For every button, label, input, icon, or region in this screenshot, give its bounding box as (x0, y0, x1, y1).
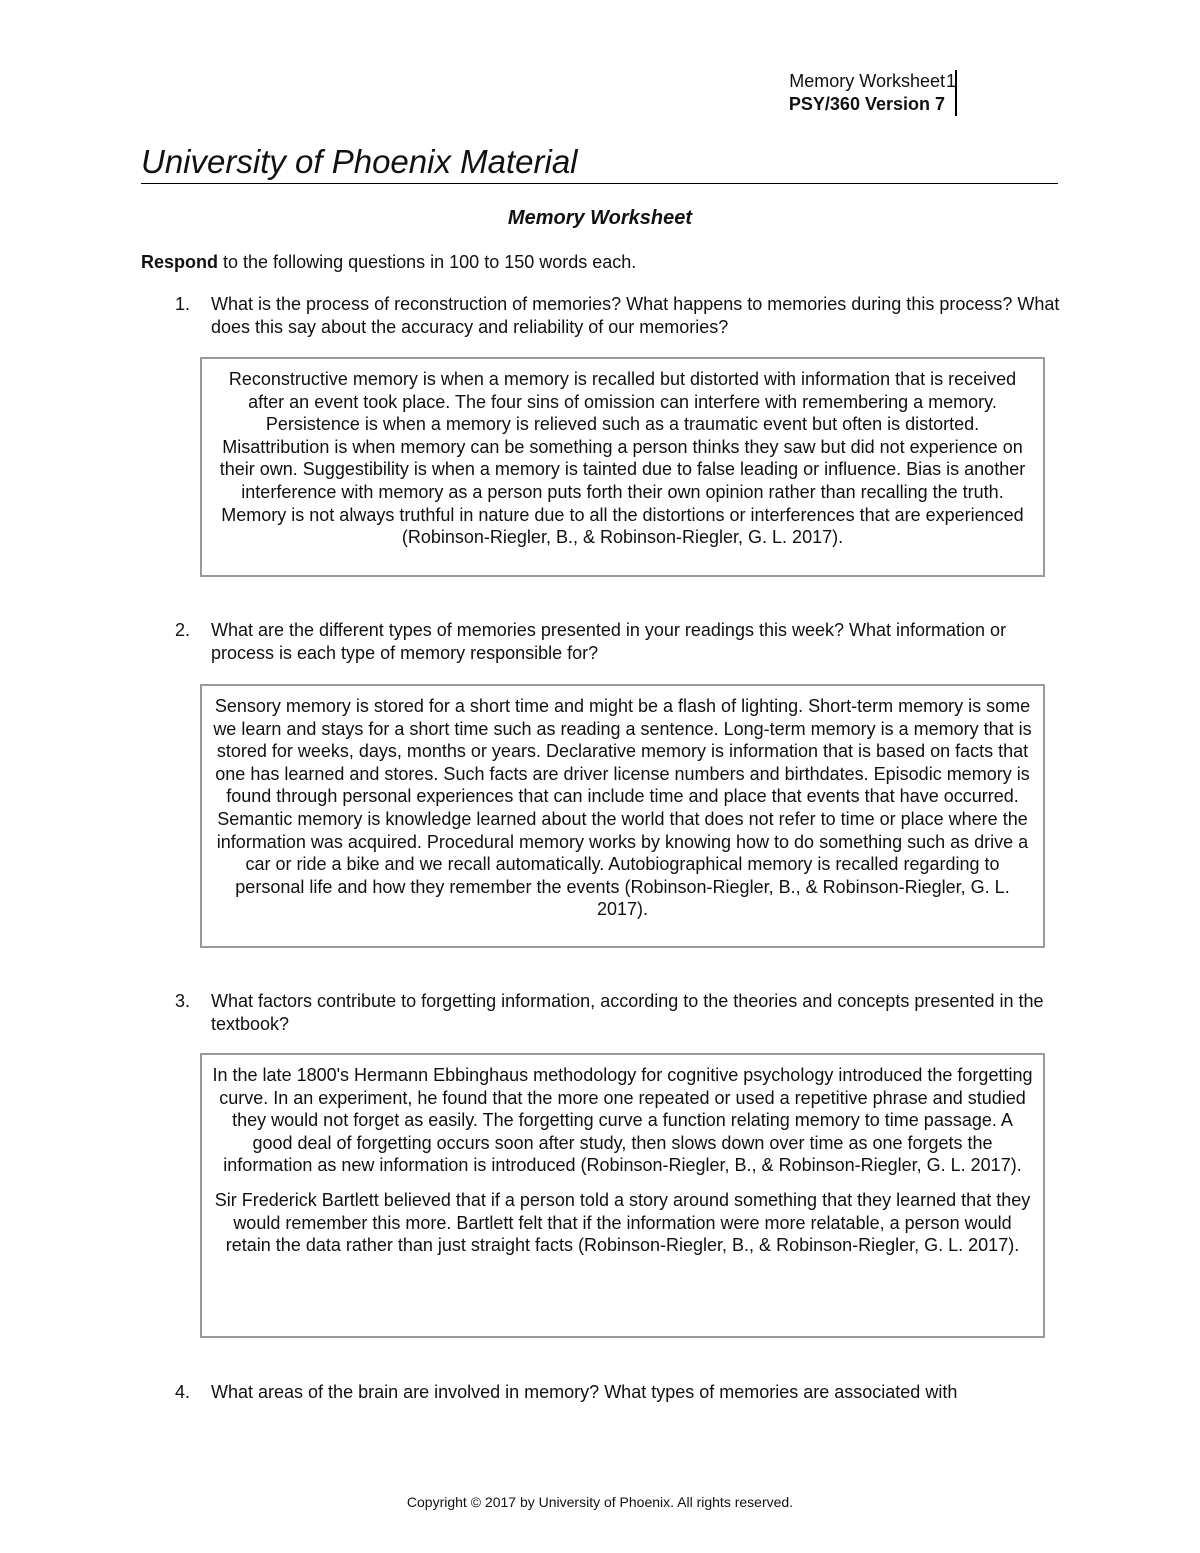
answer-paragraph: Sensory memory is stored for a short time and might be a flash of lighting. Short-term memory is some we learn and stays for a short time such as reading a sentence. Long-term memory is a memory that is stored for weeks, days, months or years. Declarative memory is information that is based on facts that one has learned and stores. Such facts are driver license numbers and birthdates. Episodic memory is found through personal experiences that can include time and place that events that have occurred. Semantic memory is knowledge learned about the world that does not refer to time or place where the information was acquired. Procedural memory works by knowing how to do something such as drive a car or ride a bike and we recall automatically. Autobiographical memory is recalled regarding to personal life and how they remember the events (Robinson-Riegler, B., & Robinson-Riegler, G. L. 2017). (213, 696, 1032, 920)
instructions-bold: Respond (141, 252, 219, 272)
header-doc-title: Memory Worksheet (789, 71, 945, 91)
question-number: 3. (175, 991, 191, 1011)
header-course: PSY/360 Version 7 (788, 94, 945, 114)
page-header (789, 70, 957, 116)
question-number: 2. (175, 620, 191, 640)
question-number: 4. (175, 1382, 191, 1402)
answer-box-2[interactable] (200, 684, 1045, 948)
question-3 (175, 990, 1065, 1036)
question-number: 1. (175, 294, 191, 314)
question-1 (175, 293, 1065, 339)
worksheet-title: Memory Worksheet (507, 207, 693, 229)
question-text: What areas of the brain are involved in memory? What types of memories are associated with (211, 1382, 958, 1402)
instructions-text: to the following questions in 100 to 150 words each. (218, 252, 637, 272)
question-text: What factors contribute to forgetting information, according to the theories and concepts presented in the textbook? (211, 991, 1044, 1034)
answer-box-3[interactable] (200, 1053, 1045, 1338)
page-number: 1 (946, 71, 957, 91)
question-text: What are the different types of memories presented in your readings this week? What information or process is each type of memory responsible for? (211, 620, 1007, 663)
question-4 (175, 1381, 1065, 1404)
answer-paragraph: In the late 1800's Hermann Ebbinghaus methodology for cognitive psychology introduced the forgetting curve. In an experiment, he found that the more one repeated or used a repetitive phrase and studied they would not forget as easily. The forgetting curve a function relating memory to time passage. A good deal of forgetting occurs soon after study, then slows down over time as one forgets the information as new information is introduced (Robinson-Riegler, B., & Robinson-Riegler, G. L. 2017). (212, 1065, 1033, 1176)
instructions (141, 251, 636, 274)
page-title: University of Phoenix Material (141, 141, 1058, 184)
answer-paragraph: Reconstructive memory is when a memory is recalled but distorted with information that is received after an event took place. The four sins of omission can interfere with remembering a memory. Persistence is when a memory is relieved such as a traumatic event but often is distorted. Misattribution is when memory can be something a person thinks they saw but did not experience on their own. Suggestibility is when a memory is tainted due to false leading or influence. Bias is another interference with memory as a person puts forth their own opinion rather than recalling the truth. Memory is not always truthful in nature due to all the distortions or interferences that are experienced (Robinson-Riegler, B., & Robinson-Riegler, G. L. 2017). (219, 369, 1026, 548)
question-2 (175, 619, 1065, 665)
answer-box-1[interactable] (200, 357, 1045, 577)
copyright-footer: Copyright © 2017 by University of Phoenix. All rights reserved. (406, 1494, 794, 1510)
question-text: What is the process of reconstruction of memories? What happens to memories during this process? What does this say about the accuracy and reliability of our memories? (211, 294, 1060, 337)
answer-paragraph: Sir Frederick Bartlett believed that if a person told a story around something that they learned that they would remember this more. Bartlett felt that if the information were more relatable, a person would retain the data rather than just straight facts (Robinson-Riegler, B., & Robinson-Riegler, G. L. 2017). (214, 1189, 1031, 1256)
